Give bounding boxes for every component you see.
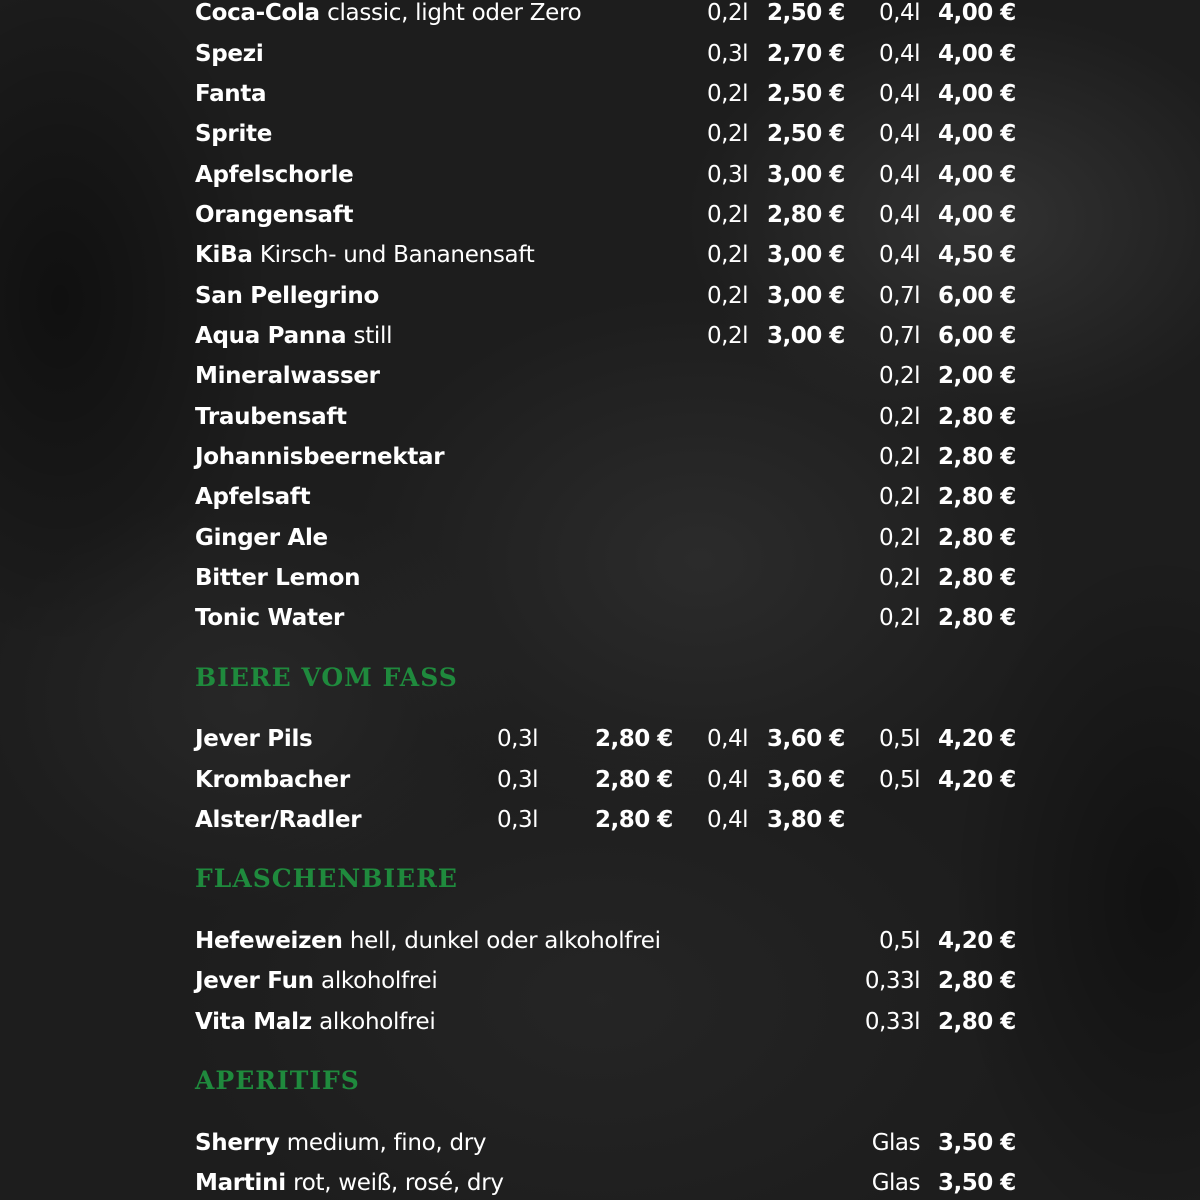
item-price: 2,80 € xyxy=(938,605,1016,631)
item-price: 4,50 € xyxy=(938,242,1016,268)
item-price: 2,50 € xyxy=(767,81,845,107)
item-price: 3,00 € xyxy=(767,242,845,268)
menu-item xyxy=(195,482,1015,512)
item-volume: 0,4l xyxy=(879,41,920,67)
item-price: 3,60 € xyxy=(767,767,845,793)
item-description: still xyxy=(353,323,393,349)
menu-item xyxy=(195,200,1015,230)
item-volume: 0,3l xyxy=(497,767,538,793)
item-price: 3,60 € xyxy=(767,726,845,752)
item-price: 4,00 € xyxy=(938,0,1016,26)
item-volume: 0,2l xyxy=(707,121,748,147)
item-price: 4,20 € xyxy=(938,767,1016,793)
item-volume: Glas xyxy=(871,1170,920,1196)
item-name: Tonic Water xyxy=(195,605,345,631)
item-name: Apfelschorle xyxy=(195,162,354,188)
item-volume: 0,4l xyxy=(707,726,748,752)
item-name: Johannisbeernektar xyxy=(195,444,445,470)
item-volume: 0,4l xyxy=(879,81,920,107)
menu-item xyxy=(195,281,1015,311)
menu-item xyxy=(195,563,1015,593)
item-price: 4,00 € xyxy=(938,121,1016,147)
item-price: 2,80 € xyxy=(595,807,673,833)
item-volume: 0,2l xyxy=(879,565,920,591)
item-volume: 0,2l xyxy=(879,484,920,510)
item-name: Sherry xyxy=(195,1130,280,1156)
menu-item xyxy=(195,966,1015,996)
item-name: Spezi xyxy=(195,41,264,67)
item-name: Coca-Cola xyxy=(195,0,320,26)
menu-item xyxy=(195,442,1015,472)
item-price: 4,00 € xyxy=(938,41,1016,67)
section-heading-beer-tap: BIERE VOM FASS xyxy=(195,663,458,692)
item-description: classic, light oder Zero xyxy=(327,0,582,26)
item-name: Traubensaft xyxy=(195,404,347,430)
item-volume: 0,4l xyxy=(879,0,920,26)
item-price: 2,80 € xyxy=(938,525,1016,551)
item-volume: 0,4l xyxy=(879,162,920,188)
item-price: 3,00 € xyxy=(767,283,845,309)
item-volume: 0,2l xyxy=(707,202,748,228)
item-volume: 0,2l xyxy=(879,605,920,631)
item-volume: 0,4l xyxy=(707,767,748,793)
item-name: KiBa xyxy=(195,242,253,268)
item-name: Krombacher xyxy=(195,767,350,793)
item-description: alkoholfrei xyxy=(319,1009,436,1035)
item-price: 3,50 € xyxy=(938,1130,1016,1156)
item-price: 2,00 € xyxy=(938,363,1016,389)
item-volume: Glas xyxy=(871,1130,920,1156)
menu-item xyxy=(195,39,1015,69)
item-price: 2,80 € xyxy=(595,726,673,752)
menu-item xyxy=(195,0,1015,28)
item-price: 3,80 € xyxy=(767,807,845,833)
item-price: 4,00 € xyxy=(938,81,1016,107)
item-name: Fanta xyxy=(195,81,267,107)
item-price: 2,80 € xyxy=(767,202,845,228)
item-price: 4,20 € xyxy=(938,726,1016,752)
item-price: 4,00 € xyxy=(938,162,1016,188)
item-name: Jever Fun xyxy=(195,968,314,994)
item-price: 3,00 € xyxy=(767,323,845,349)
item-price: 2,80 € xyxy=(938,484,1016,510)
item-volume: 0,2l xyxy=(707,0,748,26)
item-description: rot, weiß, rosé, dry xyxy=(293,1170,504,1196)
item-price: 2,70 € xyxy=(767,41,845,67)
item-description: hell, dunkel oder alkoholfrei xyxy=(349,928,661,954)
item-name: Vita Malz xyxy=(195,1009,312,1035)
menu-item xyxy=(195,926,1015,956)
menu-item xyxy=(195,402,1015,432)
item-volume: 0,4l xyxy=(707,807,748,833)
item-price: 2,50 € xyxy=(767,121,845,147)
menu-item xyxy=(195,603,1015,633)
item-name: San Pellegrino xyxy=(195,283,379,309)
item-volume: 0,2l xyxy=(707,283,748,309)
item-volume: 0,2l xyxy=(707,81,748,107)
item-price: 3,50 € xyxy=(938,1170,1016,1196)
menu-item xyxy=(195,1128,1015,1158)
item-price: 6,00 € xyxy=(938,323,1016,349)
item-volume: 0,2l xyxy=(707,323,748,349)
section-heading-aperitifs: APERITIFS xyxy=(195,1066,360,1095)
menu-item xyxy=(195,523,1015,553)
item-name: Mineralwasser xyxy=(195,363,380,389)
item-name: Jever Pils xyxy=(195,726,313,752)
item-price: 6,00 € xyxy=(938,283,1016,309)
menu-item xyxy=(195,724,1015,754)
item-name: Ginger Ale xyxy=(195,525,328,551)
item-volume: 0,2l xyxy=(879,525,920,551)
item-volume: 0,4l xyxy=(879,121,920,147)
item-volume: 0,3l xyxy=(707,41,748,67)
item-volume: 0,33l xyxy=(864,1009,920,1035)
item-volume: 0,7l xyxy=(879,283,920,309)
item-volume: 0,2l xyxy=(879,404,920,430)
item-price: 2,80 € xyxy=(938,404,1016,430)
menu-item xyxy=(195,79,1015,109)
item-description: medium, fino, dry xyxy=(286,1130,487,1156)
item-volume: 0,2l xyxy=(879,363,920,389)
item-name: Alster/Radler xyxy=(195,807,362,833)
menu-item xyxy=(195,160,1015,190)
item-description: Kirsch- und Bananensaft xyxy=(259,242,535,268)
item-name: Orangensaft xyxy=(195,202,354,228)
item-volume: 0,7l xyxy=(879,323,920,349)
item-volume: 0,5l xyxy=(879,928,920,954)
item-volume: 0,5l xyxy=(879,726,920,752)
item-volume: 0,4l xyxy=(879,202,920,228)
item-price: 3,00 € xyxy=(767,162,845,188)
item-price: 4,00 € xyxy=(938,202,1016,228)
item-volume: 0,3l xyxy=(497,726,538,752)
menu-item xyxy=(195,1007,1015,1037)
item-volume: 0,4l xyxy=(879,242,920,268)
item-price: 2,80 € xyxy=(938,444,1016,470)
menu-item xyxy=(195,361,1015,391)
item-name: Bitter Lemon xyxy=(195,565,361,591)
item-volume: 0,33l xyxy=(864,968,920,994)
item-name: Aqua Panna xyxy=(195,323,347,349)
item-price: 2,80 € xyxy=(938,968,1016,994)
menu-item xyxy=(195,321,1015,351)
item-volume: 0,5l xyxy=(879,767,920,793)
menu-item xyxy=(195,240,1015,270)
item-name: Martini xyxy=(195,1170,286,1196)
menu-item xyxy=(195,765,1015,795)
item-name: Apfelsaft xyxy=(195,484,311,510)
item-name: Hefeweizen xyxy=(195,928,343,954)
menu-item xyxy=(195,805,1015,835)
item-price: 2,80 € xyxy=(938,565,1016,591)
item-description: alkoholfrei xyxy=(321,968,438,994)
menu-item xyxy=(195,1168,1015,1198)
section-heading-bottled-beer: FLASCHENBIERE xyxy=(195,864,458,893)
item-price: 2,80 € xyxy=(595,767,673,793)
item-price: 2,50 € xyxy=(767,0,845,26)
item-volume: 0,3l xyxy=(497,807,538,833)
item-name: Sprite xyxy=(195,121,273,147)
item-volume: 0,3l xyxy=(707,162,748,188)
item-price: 4,20 € xyxy=(938,928,1016,954)
item-price: 2,80 € xyxy=(938,1009,1016,1035)
menu-item xyxy=(195,119,1015,149)
item-volume: 0,2l xyxy=(879,444,920,470)
item-volume: 0,2l xyxy=(707,242,748,268)
